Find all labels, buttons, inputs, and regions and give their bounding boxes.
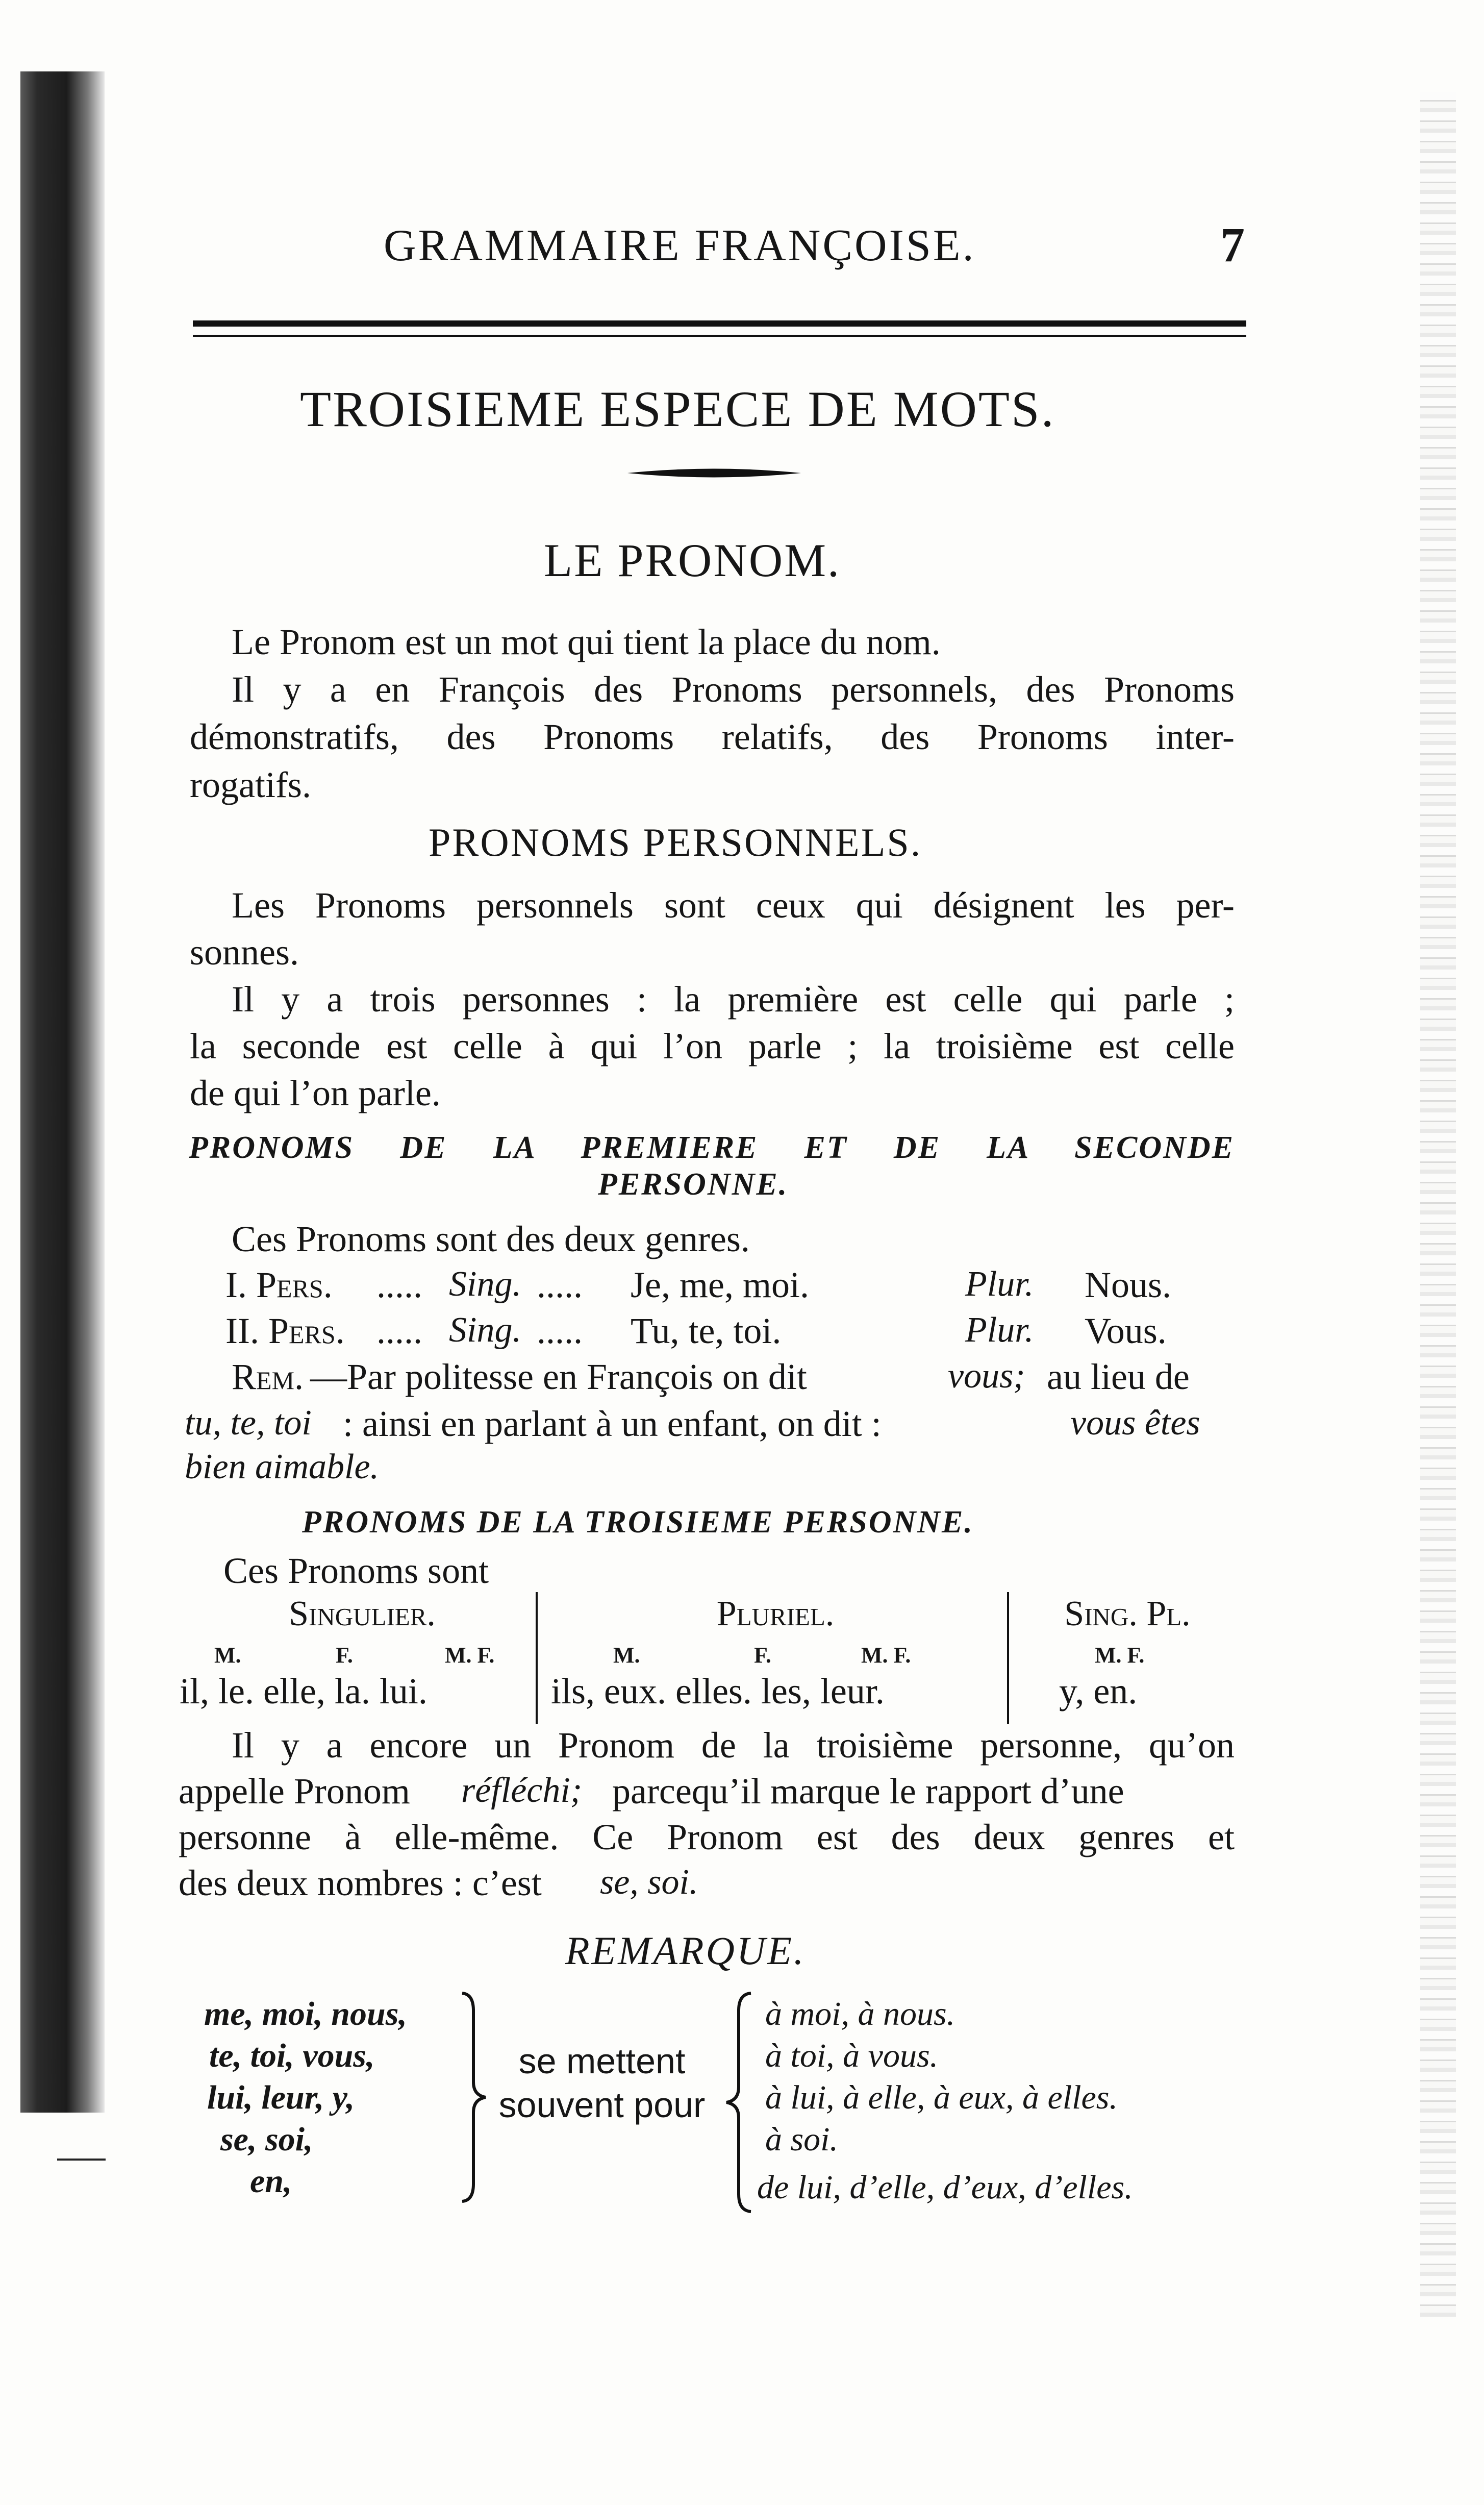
remark-label: Rem.	[232, 1356, 304, 1397]
table-divider-2	[1007, 1592, 1009, 1724]
premiere-genres: Ces Pronoms sont des deux genres.	[232, 1219, 750, 1259]
reflexive-line-1: Il y a encore un Pronom de la troisième personne, qu’on	[232, 1725, 1235, 1766]
definition-text: Le Pronom est un mot qui tient la place du nom.	[232, 622, 941, 662]
col-header-sing-pl: Sing. Pl.	[1064, 1594, 1191, 1633]
remark-line1-b: vous;	[948, 1356, 1025, 1396]
plur-gender-m: M.	[613, 1643, 640, 1668]
header-rule-thick	[193, 320, 1246, 327]
remarque-middle-2: souvent pour	[498, 2085, 706, 2125]
personnels-p1-line1: Les Pronoms personnels sont ceux qui désignent les per-	[232, 885, 1235, 926]
row2-dots2: .....	[537, 1310, 583, 1351]
plur-gender-f: F.	[754, 1643, 771, 1668]
col-header-pluriel: Pluriel.	[716, 1594, 835, 1633]
premiere-heading-line1: PRONOMS DE LA PREMIERE ET DE LA SECONDE	[189, 1130, 1235, 1165]
remarque-left-1: me, moi, nous,	[204, 1995, 407, 2032]
remark-line1-a: —Par politesse en François on dit	[310, 1356, 807, 1397]
plur-gender-mf: M. F.	[861, 1643, 911, 1668]
header-rule-thin	[193, 335, 1246, 337]
reflexive-line4-b: se, soi.	[600, 1863, 698, 1902]
running-title: GRAMMAIRE FRANÇOISE.	[384, 221, 976, 270]
row1-dots1: .....	[376, 1264, 422, 1305]
remarque-right-1: à moi, à nous.	[765, 1995, 955, 2032]
section-title: TROISIEME ESPECE DE MOTS.	[300, 381, 1055, 437]
remarque-left-4: se, soi,	[220, 2121, 313, 2158]
row1-pers: I. Pers.	[225, 1264, 333, 1305]
row2-dots1: .....	[376, 1310, 422, 1351]
row1-sing-forms: Je, me, moi.	[631, 1264, 809, 1305]
remarque-right-4: à soi.	[765, 2121, 839, 2158]
scan-right-edge	[1420, 92, 1456, 2317]
row2-plur-label: Plur.	[965, 1310, 1034, 1350]
chapter-title: LE PRONOM.	[544, 534, 841, 586]
left-brace	[723, 1990, 754, 2215]
right-brace	[459, 1990, 490, 2204]
row2-pers: II. Pers.	[225, 1310, 345, 1351]
remarque-left-2: te, toi, vous,	[209, 2037, 375, 2074]
troisieme-heading: PRONOMS DE LA TROISIEME PERSONNE.	[302, 1505, 974, 1540]
row1-dots2: .....	[537, 1264, 583, 1305]
reflexive-line2-b: réfléchi;	[461, 1771, 583, 1810]
personnels-p2-line3: de qui l’on parle.	[190, 1073, 441, 1113]
pluriel-forms: ils, eux. elles. les, leur.	[551, 1671, 885, 1712]
margin-mark	[57, 2159, 106, 2161]
kinds-line-3: rogatifs.	[190, 764, 311, 805]
remarque-right-3: à lui, à elle, à eux, à elles.	[765, 2079, 1118, 2116]
remarque-right-2: à toi, à vous.	[765, 2037, 939, 2074]
personnels-p2-line1: Il y a trois personnes : la première est celle qui parle ;	[232, 979, 1235, 1020]
remarque-left-5: en,	[250, 2163, 292, 2200]
row2-sing-forms: Tu, te, toi.	[631, 1310, 782, 1351]
kinds-line-2: démonstratifs, des Pronoms relatifs, des Pronoms inter-	[190, 716, 1235, 757]
reflexive-line2-c: parcequ’il marque le rapport d’une	[612, 1771, 1124, 1812]
row2-sing-label: Sing.	[449, 1310, 521, 1350]
remark-line-3: bien aimable.	[185, 1447, 380, 1486]
remarque-left-3: lui, leur, y,	[207, 2079, 355, 2116]
reflexive-line2-a: appelle Pronom	[179, 1771, 410, 1812]
sing-gender-mf: M. F.	[445, 1643, 495, 1668]
row1-plur-label: Plur.	[965, 1264, 1034, 1304]
singulier-forms: il, le. elle, la. lui.	[180, 1671, 427, 1712]
singpl-forms: y, en.	[1059, 1671, 1138, 1712]
personnels-p2-line2: la seconde est celle à qui l’on parle ; la troisième est celle	[190, 1026, 1235, 1067]
premiere-heading-line2: PERSONNE.	[598, 1167, 789, 1202]
ornament-rule	[627, 466, 801, 480]
remark-line2-b: : ainsi en parlant à un enfant, on dit :	[343, 1403, 882, 1444]
troisieme-intro: Ces Pronoms sont	[223, 1550, 489, 1591]
page-number: 7	[1220, 217, 1245, 272]
kinds-line-1: Il y a en François des Pronoms personnels, des Pronoms	[232, 669, 1235, 710]
remarque-right-5: de lui, d’elle, d’eux, d’elles.	[757, 2169, 1133, 2206]
remark-line2-c: vous êtes	[1070, 1403, 1200, 1443]
reflexive-line-3: personne à elle-même. Ce Pronom est des deux genres et	[179, 1817, 1235, 1857]
reflexive-line4-a: des deux nombres : c’est	[179, 1863, 542, 1903]
row1-plur-forms: Nous.	[1085, 1264, 1172, 1305]
remarque-heading: REMARQUE.	[565, 1928, 806, 1973]
scan-binding-shadow	[20, 71, 105, 2113]
col-header-singulier: Singulier.	[289, 1594, 436, 1633]
remarque-middle-1: se mettent	[518, 2041, 686, 2081]
singpl-gender-mf: M. F.	[1095, 1643, 1145, 1668]
sing-gender-f: F.	[336, 1643, 353, 1668]
sing-gender-m: M.	[214, 1643, 241, 1668]
personnels-p1-line2: sonnes.	[190, 932, 299, 973]
row1-sing-label: Sing.	[449, 1264, 521, 1304]
table-divider-1	[536, 1592, 538, 1724]
remark-line2-a: tu, te, toi	[185, 1403, 312, 1443]
row2-plur-forms: Vous.	[1085, 1310, 1167, 1351]
personnels-heading: PRONOMS PERSONNELS.	[429, 820, 922, 864]
remark-line1-c: au lieu de	[1047, 1356, 1190, 1397]
